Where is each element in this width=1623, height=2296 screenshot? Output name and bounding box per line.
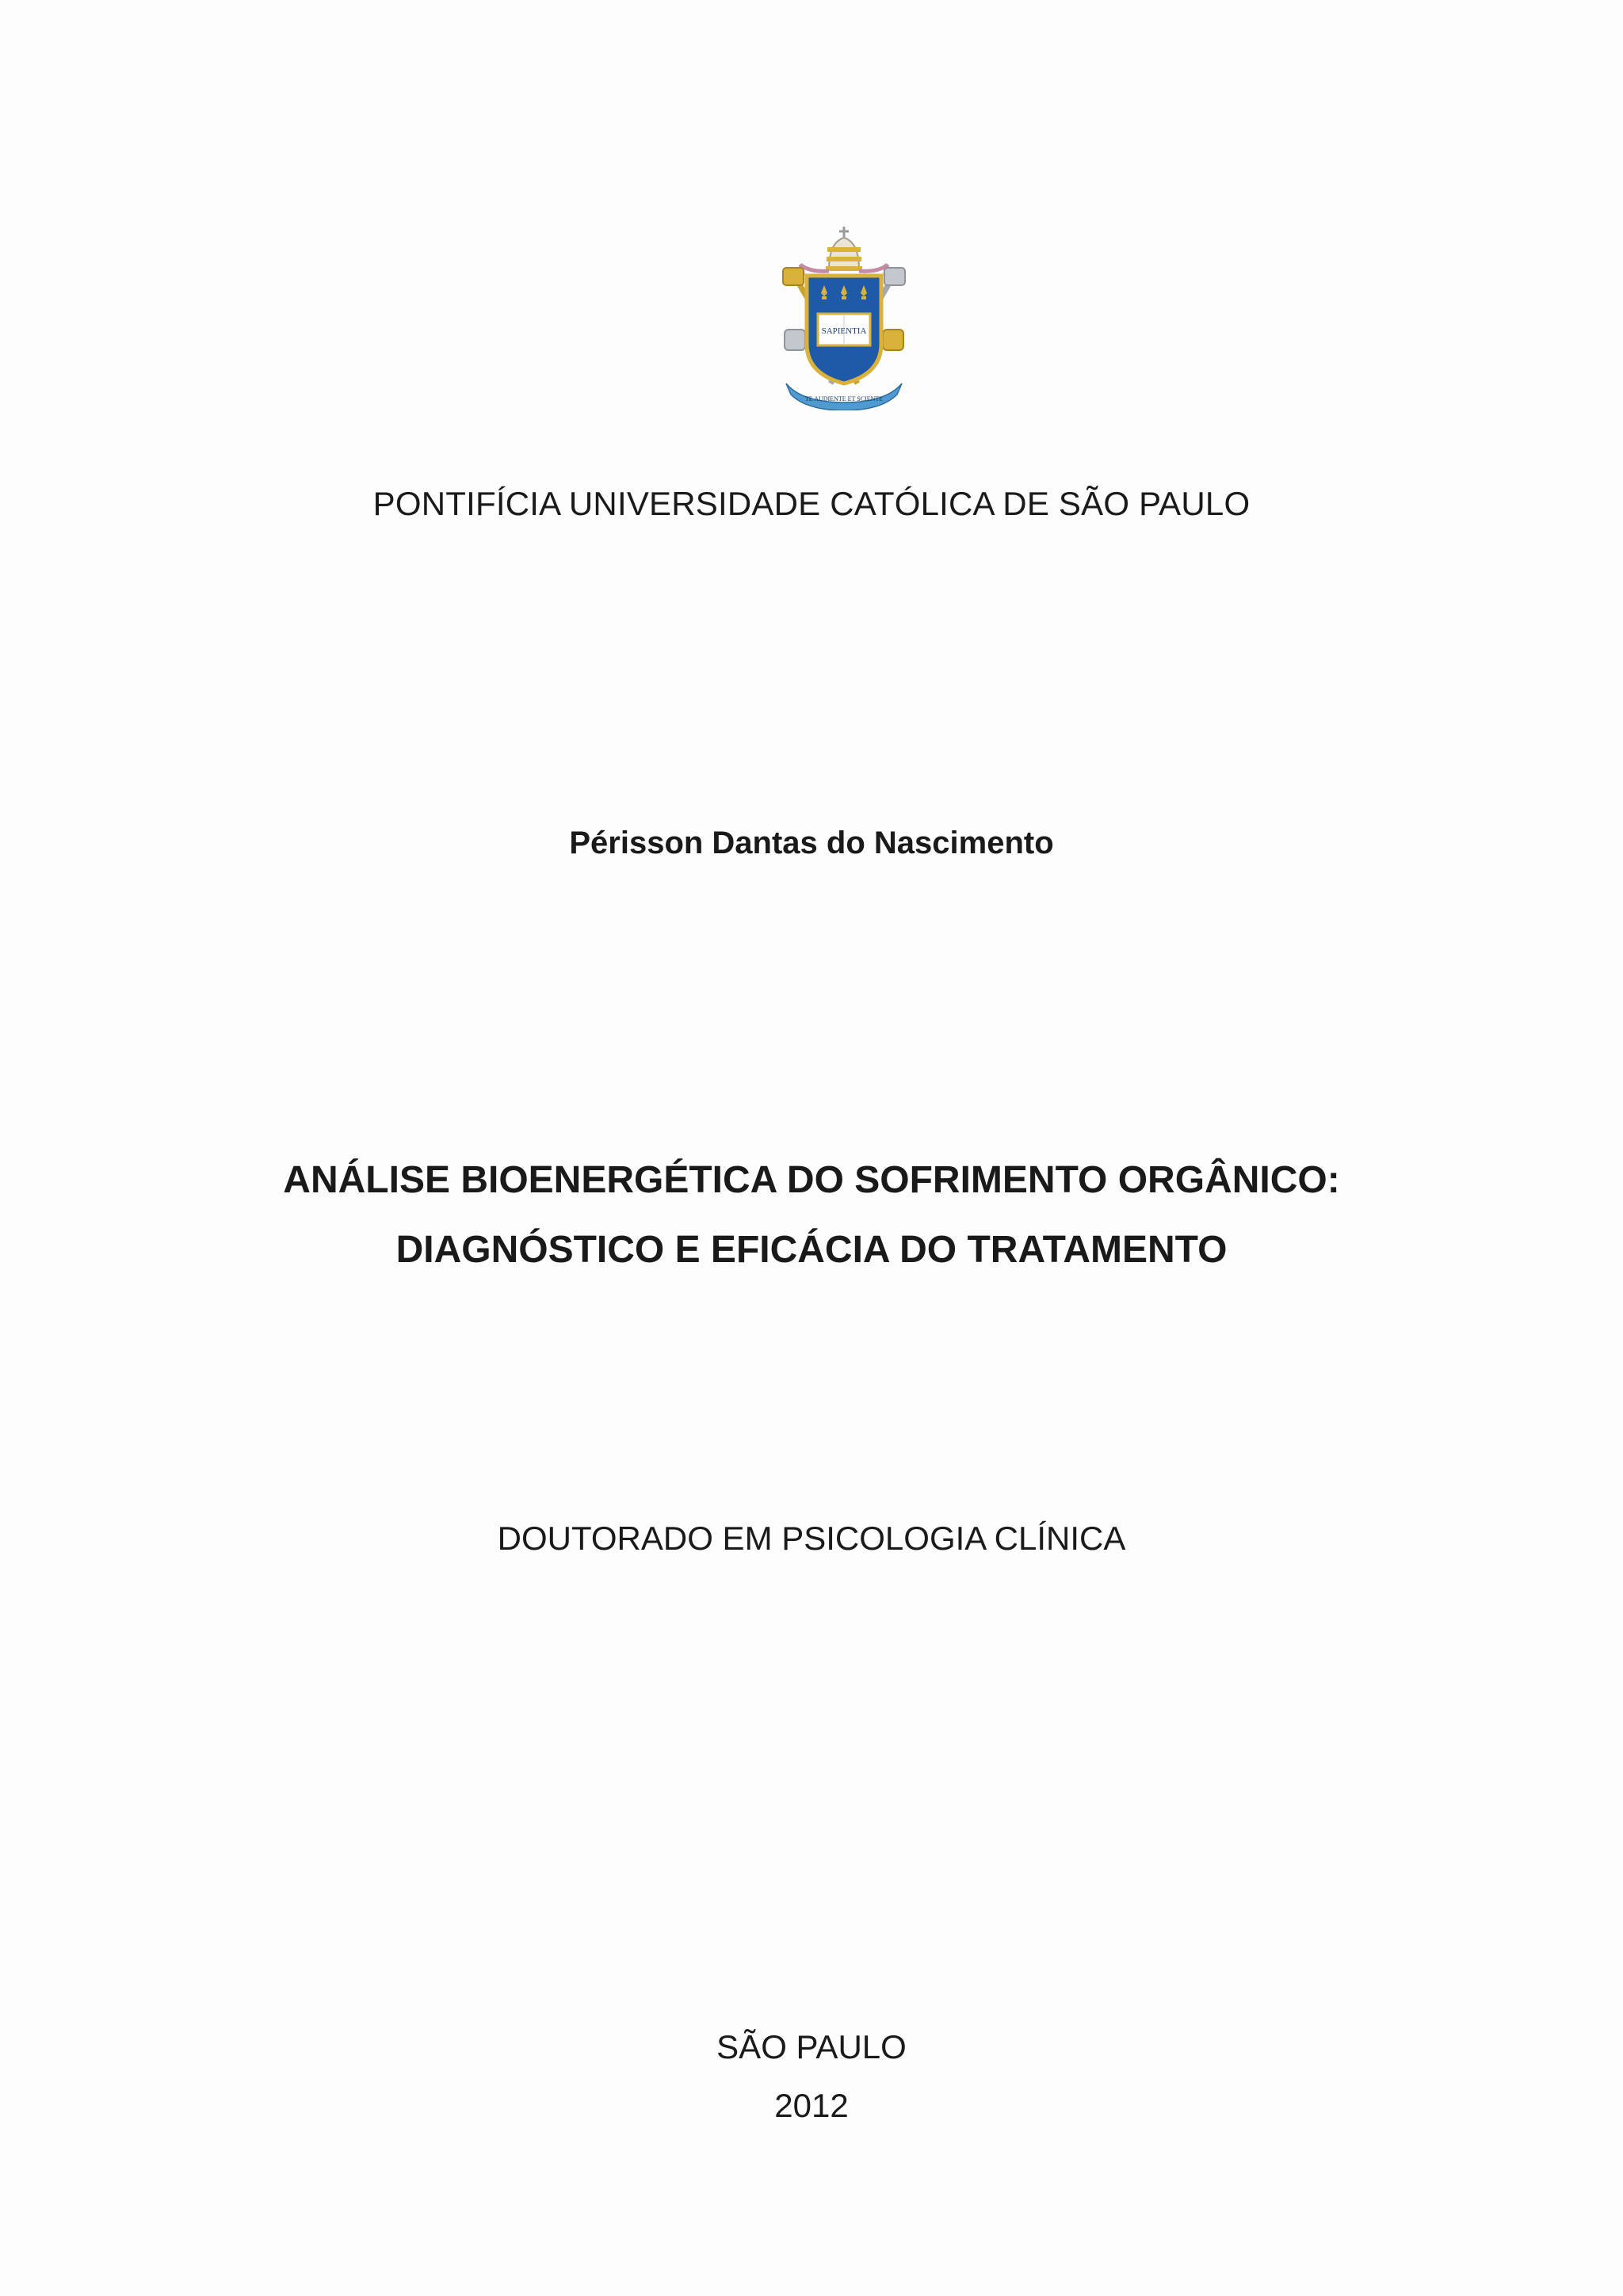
university-name: PONTIFÍCIA UNIVERSIDADE CATÓLICA DE SÃO PAULO <box>372 485 1251 522</box>
year: 2012 <box>774 2087 849 2124</box>
degree-program: DOUTORADO EM PSICOLOGIA CLÍNICA <box>497 1520 1126 1557</box>
author-name: Périsson Dantas do Nascimento <box>569 826 1054 860</box>
thesis-title-line-1: ANÁLISE BIOENERGÉTICA DO SOFRIMENTO ORGÂNICO: <box>283 1159 1340 1201</box>
crest-book-motto: SAPIENTIA <box>821 326 867 336</box>
city: SÃO PAULO <box>716 2028 907 2065</box>
crest-ribbon-motto: TE AUDIENTE ET SCIENTE <box>804 395 884 402</box>
thesis-title-line-2: DIAGNÓSTICO E EFICÁCIA DO TRATAMENTO <box>395 1229 1228 1271</box>
university-crest-icon <box>778 225 910 410</box>
